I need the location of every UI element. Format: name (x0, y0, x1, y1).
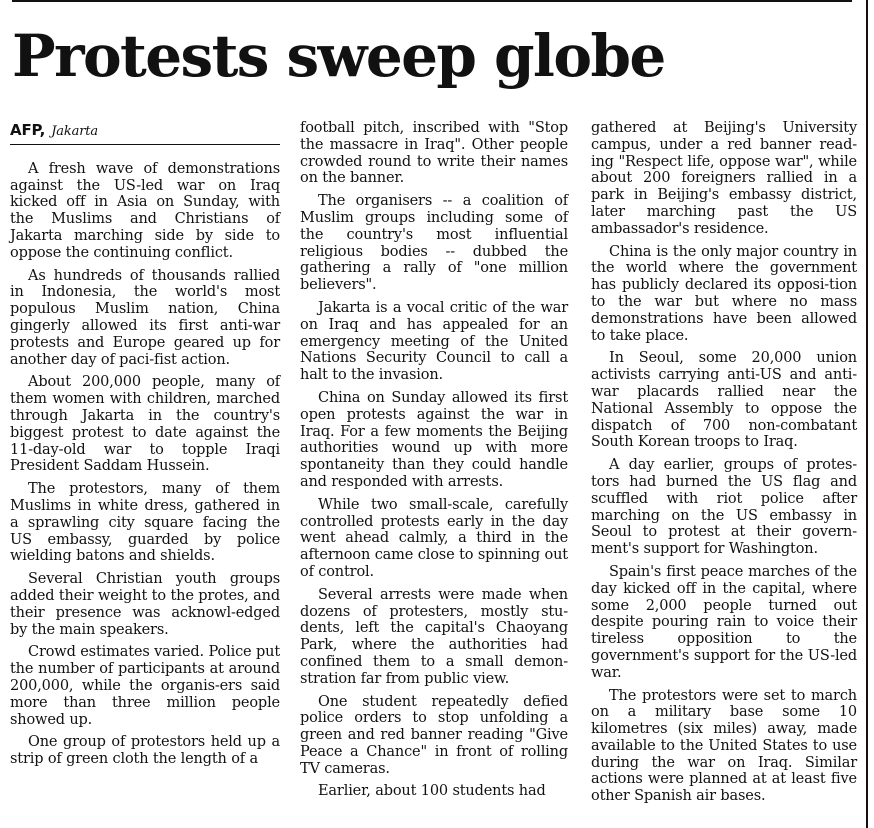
article-column-2 (300, 120, 568, 806)
paragraph: Jakarta is a vocal critic of the war on Iraq and has appealed for an emergency meeting of the United Nations Security Council to call a halt to the invasion. (300, 299, 568, 384)
paragraph: The protestors were set to march on a military base some 10 kilometres (six miles) away, made available to the United States to use during the war on Iraq. Similar actions were planned at at least five other Spanish air bases. (591, 687, 857, 805)
article-column-1 (10, 122, 280, 774)
paragraph: The protestors, many of them Muslims in white dress, gathered in a sprawling city square facing the US embassy, guarded by police wielding batons and shields. (10, 481, 280, 565)
headline: Protests sweep globe (12, 22, 665, 90)
paragraph: A fresh wave of demonstrations against the US-led war on Iraq kicked off in Asia on Sunday, with the Muslims and Christians of Jakarta marching side by side to oppose the continuing conflict. (10, 160, 280, 261)
paragraph: China is the only major country in the world where the government has publicly declared its opposi-tion to the war but where no mass demonstrations have been allowed to take place. (591, 243, 857, 344)
byline (10, 122, 280, 145)
paragraph: One group of protestors held up a strip of green cloth the length of a (10, 734, 280, 768)
paragraph-continued: gathered at Beijing's University campus, under a red banner read-ing "Respect life, oppose war", while about 200 foreigners rallied in a park in Beijing's embassy district, later marching past the US ambassador's residence. (591, 120, 857, 237)
byline-dateline: Jakarta (51, 124, 98, 139)
paragraph: One student repeatedly defied police orders to stop unfolding a green and red banner reading "Give Peace a Chance" in front of rolling TV cameras. (300, 693, 568, 777)
top-rule (12, 0, 852, 2)
paragraph: As hundreds of thousands rallied in Indonesia, the world's most populous Muslim nation, China gingerly allowed its first anti-war protests and Europe geared up for another day of paci-fist action. (10, 267, 280, 368)
paragraph: Spain's first peace marches of the day kicked off in the capital, where some 2,000 people turned out despite pouring rain to voice their tireless opposition to the government's support for the US-led war. (591, 563, 857, 681)
paragraph: China on Sunday allowed its first open protests against the war in Iraq. For a few moments the Beijing authorities wound up with more spontaneity than they could handle and responded with arrests. (300, 389, 568, 490)
byline-agency: AFP, (10, 121, 46, 139)
column-rule-right (866, 0, 868, 828)
paragraph: A day earlier, groups of protes-tors had burned the US flag and scuffled with riot police after marching on the US embassy in Seoul to protest at their govern-ment's support for Washington. (591, 457, 857, 558)
paragraph: Several arrests were made when dozens of protesters, mostly stu-dents, left the capital's Chaoyang Park, where the authorities had confined them to a small demon-stration far from public view. (300, 586, 568, 687)
paragraph: While two small-scale, carefully controlled protests early in the day went ahead calmly, a third in the afternoon came close to spinning out of control. (300, 496, 568, 580)
paragraph: In Seoul, some 20,000 union activists carrying anti-US and anti-war placards rallied near the National Assembly to oppose the dispatch of 700 non-combatant South Korean troops to Iraq. (591, 350, 857, 451)
paragraph: Crowd estimates varied. Police put the number of participants at around 200,000, while the organis-ers said more than three million people showed up. (10, 644, 280, 728)
paragraph-continued: football pitch, inscribed with "Stop the massacre in Iraq". Other people crowded round to write their names on the banner. (300, 120, 568, 187)
article-column-3 (591, 120, 857, 811)
paragraph: Several Christian youth groups added their weight to the protes, and their presence was acknowl-edged by the main speakers. (10, 571, 280, 638)
paragraph: The organisers -- a coalition of Muslim groups including some of the country's most influential religious bodies -- dubbed the gathering a rally of "one million believers". (300, 193, 568, 294)
paragraph: Earlier, about 100 students had (318, 783, 546, 800)
paragraph: About 200,000 people, many of them women with children, marched through Jakarta in the country's biggest protest to date against the 11-day-old war to topple Iraqi President Saddam Hussein. (10, 374, 280, 475)
